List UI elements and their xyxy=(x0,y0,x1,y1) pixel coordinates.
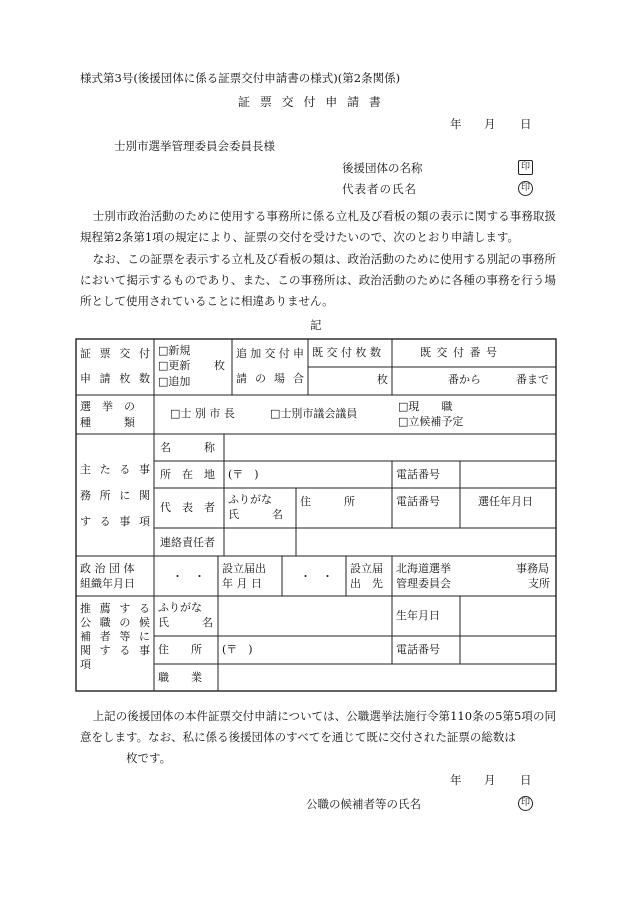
ki-label: 記 xyxy=(310,318,322,332)
date-dots: ・ ・ xyxy=(300,570,333,583)
cell-label: 選任年月日 xyxy=(478,495,533,508)
addressee: 士別市選挙管理委員会委員長様 xyxy=(114,139,275,153)
cell-label: 務 所 に 関 xyxy=(80,489,150,502)
cell-label: 種 類 xyxy=(80,416,135,429)
cell-label: 名 称 xyxy=(160,441,215,454)
date-dots: ・ ・ xyxy=(172,570,205,583)
cell-label: 主 た る 事 xyxy=(80,463,150,476)
checkbox-renew[interactable]: □更新 xyxy=(158,359,191,372)
cell-label: 生年月日 xyxy=(396,609,440,622)
cell-label: 項 xyxy=(80,658,91,671)
org-name-label: 後援団体の名称 xyxy=(342,161,423,175)
zip-label: (〒 ) xyxy=(228,468,259,481)
checkbox-add[interactable]: □追加 xyxy=(158,375,191,388)
unit-label: 枚 xyxy=(377,373,388,386)
cell-label: 組織年月日 xyxy=(80,577,135,590)
cell-label: 北海道選挙 xyxy=(396,562,451,575)
cell-label: 管理委員会 xyxy=(396,577,451,590)
cell-label: す る 事 項 xyxy=(80,515,150,528)
footer-date-day: 日 xyxy=(520,773,532,787)
cell-label: 氏 名 xyxy=(228,508,283,521)
header-date-day: 日 xyxy=(520,117,532,131)
cell-label: 追加交付申 xyxy=(236,347,304,360)
seal-icon: 印 xyxy=(518,181,533,196)
footer-date-month: 月 xyxy=(484,773,496,787)
unit-label: 枚 xyxy=(214,359,225,372)
checkbox-candidate[interactable]: □立候補予定 xyxy=(398,415,464,428)
cell-label: 公 職 の 候 xyxy=(80,616,150,629)
cell-label: 設立届 xyxy=(350,562,383,575)
cell-label: 住 所 xyxy=(158,643,202,656)
cell-label: 支所 xyxy=(528,577,550,590)
cell-label: 職 業 xyxy=(158,671,202,684)
footer-date-year: 年 xyxy=(450,773,462,787)
cell-label: 所 在 地 xyxy=(160,468,215,481)
cell-label: 氏 名 xyxy=(158,616,213,629)
seal-icon: 印 xyxy=(518,160,533,175)
cell-label: ふりがな xyxy=(228,493,272,506)
seal-icon: 印 xyxy=(518,796,533,811)
cell-label: ふりがな xyxy=(158,601,202,614)
cell-label: 請 の 場 合 xyxy=(236,372,304,385)
cell-label: 事務局 xyxy=(516,562,549,575)
page-title: 証 票 交 付 申 請 書 xyxy=(238,95,384,109)
header-date-year: 年 xyxy=(450,117,462,131)
form-label: 様式第3号(後援団体に係る証票交付申請書の様式)(第2条関係) xyxy=(80,71,401,85)
cell-label: 番まで xyxy=(516,373,549,386)
cell-label: 補 者 等 に xyxy=(80,630,150,643)
cell-label: 推 薦 す る xyxy=(80,602,150,615)
cell-label: 連絡責任者 xyxy=(160,536,215,549)
checkbox-incumbent[interactable]: □現 職 xyxy=(398,400,453,413)
header-date-month: 月 xyxy=(484,117,496,131)
cell-label: 申 請 枚 数 xyxy=(80,372,150,385)
cell-label: 既 交 付 番 号 xyxy=(420,346,498,359)
checkbox-mayor[interactable]: □士 別 市 長 xyxy=(170,407,235,420)
cell-label: 住 所 xyxy=(300,495,355,508)
cell-label: 既 交 付 枚 数 xyxy=(312,346,381,359)
footer-count-line: 枚です。 xyxy=(126,751,172,765)
cell-label: 年 月 日 xyxy=(222,577,262,590)
cell-label: 証 票 交 付 xyxy=(80,347,150,360)
checkbox-new[interactable]: □新規 xyxy=(158,344,191,357)
rep-name-label: 代表者の氏名 xyxy=(342,182,417,196)
checkbox-council[interactable]: □士別市議会議員 xyxy=(270,407,358,420)
cell-label: 電話番号 xyxy=(396,468,440,481)
cell-label: 電話番号 xyxy=(396,495,440,508)
cell-label: 出 先 xyxy=(350,577,383,590)
candidate-name-label: 公職の候補者等の氏名 xyxy=(306,797,421,811)
zip-label: (〒 ) xyxy=(222,643,253,656)
cell-label: 関 す る 事 xyxy=(80,644,150,657)
cell-label: 番から xyxy=(448,373,481,386)
body-paragraph-1: 士別市政治活動のために使用する事務所に係る立札及び看板の類の表示に関する事務取扱規程第2条第1項の規定により、証票の交付を受けたいので、次のとおり申請します。 xyxy=(80,209,556,244)
cell-label: 政 治 団 体 xyxy=(80,562,135,575)
cell-label: 設立届出 xyxy=(222,562,266,575)
cell-label: 選 挙 の xyxy=(80,400,135,413)
cell-label: 代 表 者 xyxy=(160,501,215,514)
footer-paragraph: 上記の後援団体の本件証票交付申請については、公職選挙法施行令第110条の5第5項の同意をします。なお、私に係る後援団体のすべてを通じて既に交付された証票の総数は xyxy=(80,709,556,744)
body-paragraph-2: なお、この証票を表示する立札及び看板の類は、政治活動のために使用する別記の事務所において掲示するものであり、また、この事務所は、政治活動のために各種の事務を行う場所として使用されていることに相違ありません。 xyxy=(80,252,556,308)
cell-label: 電話番号 xyxy=(396,643,440,656)
